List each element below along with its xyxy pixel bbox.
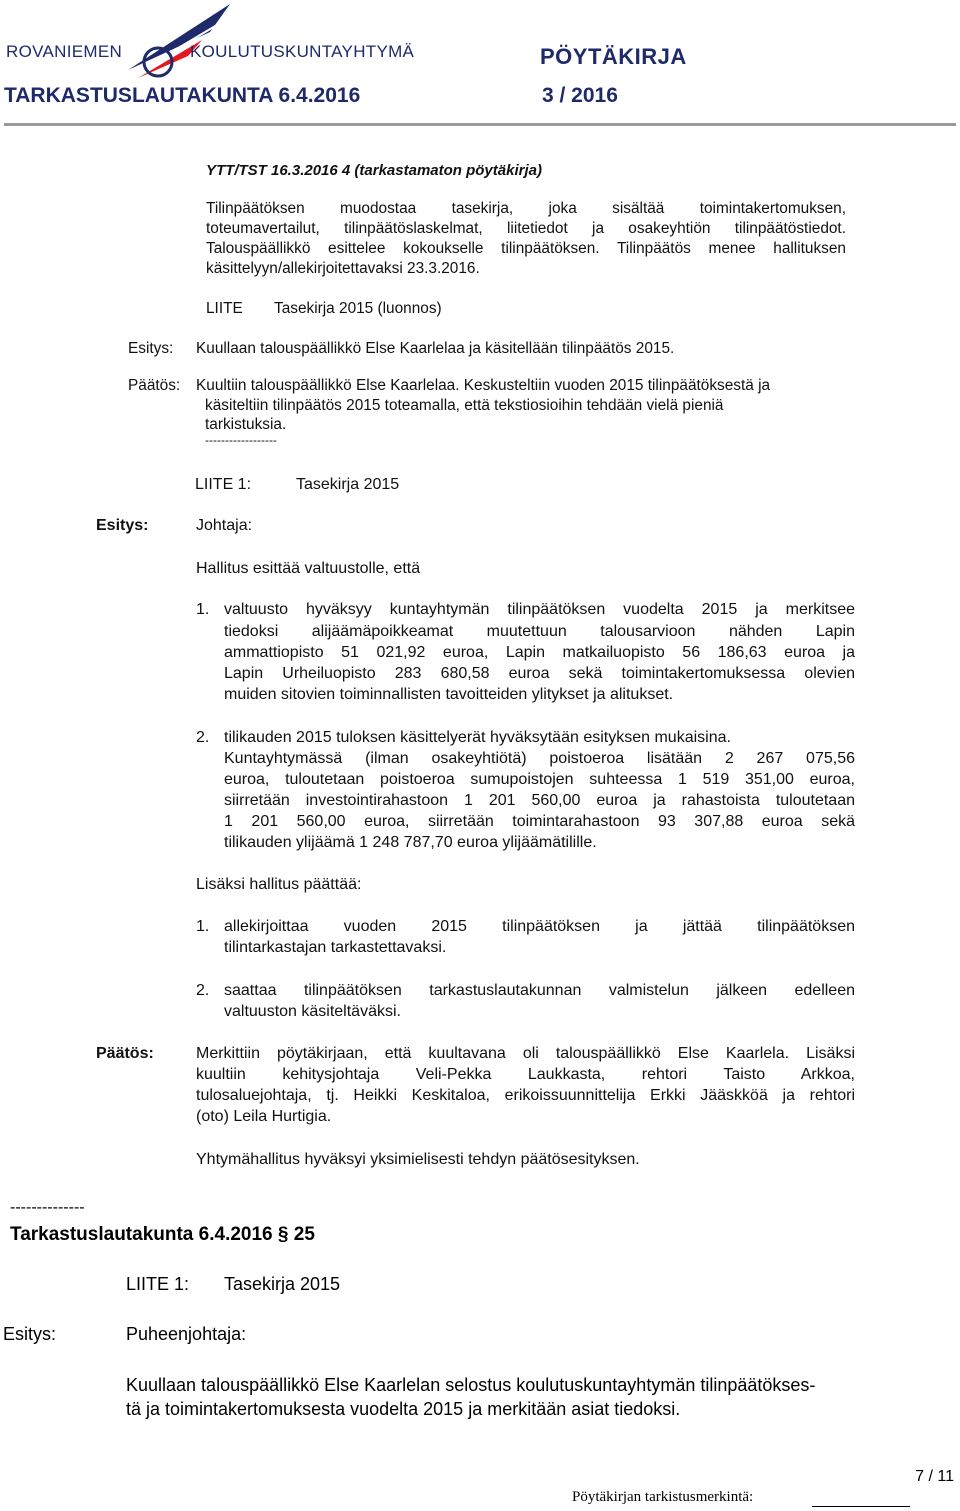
- excerpt-board-item-line: Lapin Urheiluopisto 283 680,58 euroa sekä toimintakertomuksessa olevien: [224, 665, 855, 682]
- excerpt-board-item-line: 1 201 560,00 euroa, siirretään toimintarahastoon 93 307,88 euroa sekä: [224, 813, 855, 830]
- excerpt-board-paatos-line: tulosaluejohtaja, tj. Heikki Keskitaloa, erikoissuunnittelija Erkki Jääskköä ja rehtori: [196, 1087, 855, 1104]
- excerpt-board-item-line: siirretään investointirahastoon 1 201 560,00 euroa ja rahastoista tuloutetaan: [224, 792, 855, 809]
- excerpt-board-liite-value: Tasekirja 2015: [296, 476, 400, 493]
- section-text-line: Kuullaan talouspäällikkö Else Kaarlelan selostus koulutuskuntayhtymän tilinpäätökses-: [126, 1375, 816, 1395]
- section-heading-text: Tarkastuslautakunta 6.4.2016: [10, 1224, 278, 1245]
- excerpt-ytt-line: käsittelyyn/allekirjoitettavaksi 23.3.2016.: [206, 260, 480, 277]
- excerpt-ytt-liite-label: LIITE: [206, 300, 243, 317]
- excerpt-ytt-line: Talouspäällikkö esittelee kokoukselle tilinpäätöksen. Tilinpäätös menee hallituksen: [206, 240, 846, 257]
- section-heading: [10, 1224, 315, 1246]
- excerpt-ytt-title: YTT/TST 16.3.2016 4 (tarkastamaton pöytäkirja): [206, 162, 542, 179]
- excerpt-ytt-paatos-line: käsiteltiin tilinpäätös 2015 toteamalla, että tekstiosioihin tehdään vielä pieniä: [205, 397, 724, 414]
- excerpt-board-johtaja: Johtaja:: [196, 517, 253, 534]
- org-name-part2: KOULUTUSKUNTAYHTYMÄ: [190, 42, 415, 61]
- review-mark-label: Pöytäkirjan tarkistusmerkintä:: [572, 1489, 754, 1505]
- excerpt-board-paatos-label: Päätös:: [96, 1045, 154, 1062]
- meeting-title: TARKASTUSLAUTAKUNTA 6.4.2016: [4, 84, 361, 107]
- excerpt-ytt-paatos-line: tarkistuksia.: [205, 416, 287, 433]
- excerpt-board-item-line: muiden sitovien toiminnallisten tavoitteiden ylitykset ja alitukset.: [224, 686, 674, 703]
- excerpt-ytt-paatos-label: Päätös:: [128, 377, 181, 394]
- review-mark-line: [812, 1506, 910, 1507]
- document-type: PÖYTÄKIRJA: [540, 44, 687, 69]
- excerpt-ytt-esitys-label: Esitys:: [128, 340, 174, 357]
- page-number: 7 / 11: [915, 1468, 954, 1485]
- meeting-number: 3 / 2016: [542, 84, 618, 107]
- section-dashes: --------------: [10, 1199, 85, 1216]
- section-esitys-label: Esitys:: [3, 1324, 57, 1344]
- excerpt-board-esitys-label: Esitys:: [96, 517, 149, 534]
- excerpt-ytt-dashes: ------------------: [205, 433, 277, 447]
- excerpt-board-intro: Hallitus esittää valtuustolle, että: [196, 560, 421, 577]
- section-liite-label: LIITE 1:: [126, 1274, 190, 1294]
- excerpt-board-paatos-line: Merkittiin pöytäkirjaan, että kuultavana oli talouspäällikkö Else Kaarlela. Lisäksi: [196, 1045, 855, 1062]
- section-text-line: tä ja toimintakertomuksesta vuodelta 2015 ja merkitään asiat tiedoksi.: [126, 1399, 681, 1419]
- section-liite-value: Tasekirja 2015: [224, 1274, 341, 1294]
- excerpt-board-item2-line: tilintarkastajan tarkastettavaksi.: [224, 939, 447, 956]
- excerpt-board-lisaksi: Lisäksi hallitus päättää:: [196, 876, 362, 893]
- excerpt-board-item-line: euroa, tuloutetaan poistoeroa sumupoistojen suhteessa 1 519 351,00 euroa,: [224, 771, 855, 788]
- excerpt-board-final: Yhtymähallitus hyväksyi yksimielisesti tehdyn päätösesityksen.: [196, 1151, 640, 1168]
- excerpt-board-item-line: tiedoksi alijäämäpoikkeamat muutettuun talousarvioon nähden Lapin: [224, 623, 855, 640]
- excerpt-board-item2-line: valtuuston käsiteltäväksi.: [224, 1003, 401, 1020]
- header-divider: [4, 123, 956, 126]
- excerpt-ytt-paatos-line: Kuultiin talouspäällikkö Else Kaarlelaa. Keskusteltiin vuoden 2015 tilinpäätöksestä ja: [196, 377, 771, 394]
- excerpt-board-liite-label: LIITE 1:: [195, 476, 252, 493]
- excerpt-board-item-number: 1.: [196, 601, 210, 618]
- excerpt-board-paatos-line: kuultiin kehitysjohtaja Veli-Pekka Laukkasta, rehtori Taisto Arkkoa,: [196, 1066, 855, 1083]
- section-chair: Puheenjohtaja:: [126, 1324, 247, 1344]
- excerpt-ytt-esitys-text: Kuullaan talouspäällikkö Else Kaarlelaa ja käsitellään tilinpäätös 2015.: [196, 340, 675, 357]
- excerpt-board-item2-line: allekirjoittaa vuoden 2015 tilinpäätöksen ja jättää tilinpäätöksen: [224, 918, 855, 935]
- org-name-part1: ROVANIEMEN: [6, 42, 123, 61]
- excerpt-board-item2-number: 2.: [196, 982, 210, 999]
- excerpt-board-item2-number: 1.: [196, 918, 210, 935]
- excerpt-board-item-line: ammattiopisto 51 021,92 euroa, Lapin matkailuopisto 56 186,63 euroa ja: [224, 644, 855, 661]
- section-number: 25: [288, 1224, 315, 1245]
- excerpt-board-paatos-line: (oto) Leila Hurtigia.: [196, 1108, 332, 1125]
- excerpt-board-item-line: valtuusto hyväksyy kuntayhtymän tilinpäätöksen vuodelta 2015 ja merkitsee: [224, 601, 855, 618]
- excerpt-board-item2-line: saattaa tilinpäätöksen tarkastuslautakunnan valmistelun jälkeen edelleen: [224, 982, 855, 999]
- excerpt-board-item-line: Kuntayhtymässä (ilman osakeyhtiötä) poistoeroa lisätään 2 267 075,56: [224, 750, 855, 767]
- excerpt-board-item-line: tilikauden 2015 tuloksen käsittelyerät hyväksytään esityksen mukaisina.: [224, 729, 731, 746]
- paragraph-sign: §: [277, 1224, 289, 1245]
- excerpt-ytt-liite-value: Tasekirja 2015 (luonnos): [274, 300, 442, 317]
- excerpt-board-item-line: tilikauden ylijäämä 1 248 787,70 euroa ylijäämätilille.: [224, 834, 597, 851]
- excerpt-ytt-line: toteumavertailut, tilinpäätöslaskelmat, liitetiedot ja osakeyhtiön tilinpäätöstiedot.: [206, 220, 846, 237]
- excerpt-board-item-number: 2.: [196, 729, 210, 746]
- excerpt-ytt-line: Tilinpäätöksen muodostaa tasekirja, joka sisältää toimintakertomuksen,: [206, 200, 846, 217]
